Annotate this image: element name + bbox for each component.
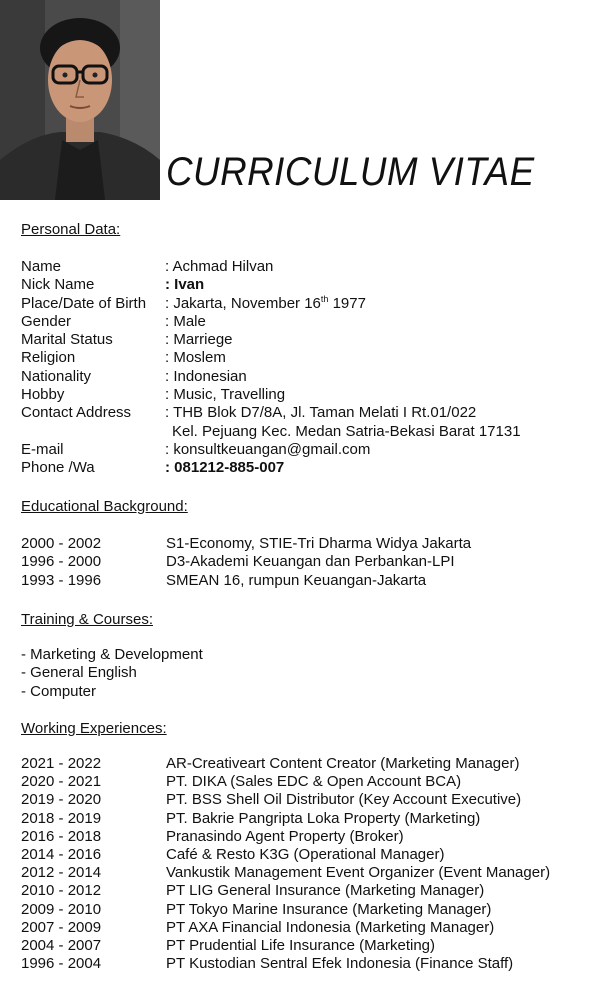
detail: S1-Economy, STIE-Tri Dharma Widya Jakarta bbox=[166, 535, 472, 552]
work-row bbox=[21, 919, 550, 937]
detail: D3-Akademi Keuangan dan Perbankan-LPI bbox=[166, 553, 455, 571]
period: 2016 - 2018 bbox=[21, 827, 102, 845]
education-row bbox=[21, 535, 471, 553]
period: 1993 - 1996 bbox=[21, 571, 102, 589]
field-value: : THB Blok D7/8A, Jl. Taman Melati I Rt.01/022 bbox=[165, 404, 477, 422]
field-value: : Indonesian bbox=[165, 367, 247, 385]
work-row bbox=[21, 937, 550, 955]
education-list bbox=[21, 535, 471, 590]
field-value: : Male bbox=[165, 312, 206, 330]
detail: PT LIG General Insurance (Marketing Manager) bbox=[166, 882, 485, 900]
field-label: Gender bbox=[21, 312, 72, 330]
personal-row bbox=[21, 295, 521, 313]
field-label: Name bbox=[21, 258, 62, 275]
field-value: : Ivan bbox=[165, 276, 205, 294]
detail: SMEAN 16, rumpun Keuangan-Jakarta bbox=[166, 571, 427, 589]
detail: Café & Resto K3G (Operational Manager) bbox=[166, 846, 445, 864]
detail: PT Prudential Life Insurance (Marketing) bbox=[166, 937, 436, 955]
training-heading: Training & Courses: bbox=[21, 611, 153, 628]
training-list bbox=[21, 646, 203, 701]
field-value: : konsultkeuangan@gmail.com bbox=[165, 440, 371, 458]
period: 1996 - 2004 bbox=[21, 955, 102, 973]
field-label: Phone /Wa bbox=[21, 459, 95, 477]
period: 1996 - 2000 bbox=[21, 553, 102, 571]
education-heading: Educational Background: bbox=[21, 498, 188, 515]
work-list bbox=[21, 755, 550, 973]
period: 2009 - 2010 bbox=[21, 900, 102, 918]
detail: PT. BSS Shell Oil Distributor (Key Account Executive) bbox=[166, 791, 522, 809]
portrait-image bbox=[0, 0, 160, 200]
personal-row bbox=[21, 404, 521, 422]
work-row bbox=[21, 846, 550, 864]
personal-data-list bbox=[21, 258, 521, 478]
field-label: Nationality bbox=[21, 367, 92, 385]
work-row bbox=[21, 828, 550, 846]
field-label: Marital Status bbox=[21, 331, 113, 349]
period: 2019 - 2020 bbox=[21, 791, 102, 809]
period: 2020 - 2021 bbox=[21, 773, 102, 791]
period: 2014 - 2016 bbox=[21, 846, 102, 864]
list-item: - Marketing & Development bbox=[21, 646, 203, 663]
personal-data-heading: Personal Data: bbox=[21, 221, 121, 238]
detail: PT. Bakrie Pangripta Loka Property (Marketing) bbox=[166, 809, 481, 827]
personal-row bbox=[21, 459, 521, 477]
field-label: Nick Name bbox=[21, 276, 95, 294]
detail: Vankustik Management Event Organizer (Event Manager) bbox=[166, 864, 551, 882]
detail: PT AXA Financial Indonesia (Marketing Manager) bbox=[166, 918, 495, 936]
field-value: : Moslem bbox=[165, 349, 226, 367]
list-item: - Computer bbox=[21, 682, 97, 700]
field-label: E-mail bbox=[21, 440, 64, 458]
education-row bbox=[21, 572, 471, 590]
work-row bbox=[21, 901, 550, 919]
page-title: CURRICULUM VITAE bbox=[166, 150, 535, 194]
field-value: : 081212-885-007 bbox=[165, 459, 285, 477]
profile-photo bbox=[0, 0, 160, 200]
work-row bbox=[21, 882, 550, 900]
period: 2004 - 2007 bbox=[21, 937, 102, 955]
work-row bbox=[21, 755, 550, 773]
field-label: Hobby bbox=[21, 386, 65, 404]
detail: PT. DIKA (Sales EDC & Open Account BCA) bbox=[166, 773, 462, 791]
field-value: : Music, Travelling bbox=[165, 386, 286, 404]
personal-row bbox=[21, 368, 521, 386]
work-row bbox=[21, 955, 550, 973]
detail: PT Tokyo Marine Insurance (Marketing Manager) bbox=[166, 900, 492, 918]
detail: AR-Creativeart Content Creator (Marketing Manager) bbox=[166, 755, 520, 772]
detail: PT Kustodian Sentral Efek Indonesia (Finance Staff) bbox=[166, 955, 514, 973]
period: 2021 - 2022 bbox=[21, 755, 102, 772]
field-value: : Achmad Hilvan bbox=[165, 258, 274, 275]
work-row bbox=[21, 864, 550, 882]
list-item: - General English bbox=[21, 664, 137, 682]
work-row bbox=[21, 791, 550, 809]
period: 2012 - 2014 bbox=[21, 864, 102, 882]
field-label: Religion bbox=[21, 349, 76, 367]
personal-row bbox=[21, 258, 521, 276]
period: 2010 - 2012 bbox=[21, 882, 102, 900]
personal-row bbox=[21, 276, 521, 294]
field-value: : Marriege bbox=[165, 331, 233, 349]
personal-row bbox=[21, 313, 521, 331]
period: 2018 - 2019 bbox=[21, 809, 102, 827]
field-label: Contact Address bbox=[21, 404, 132, 422]
work-row bbox=[21, 773, 550, 791]
personal-row bbox=[21, 441, 521, 459]
field-label: Place/Date of Birth bbox=[21, 294, 147, 312]
work-row bbox=[21, 810, 550, 828]
personal-row bbox=[21, 349, 521, 367]
period: 2000 - 2002 bbox=[21, 535, 102, 552]
education-row bbox=[21, 553, 471, 571]
work-heading: Working Experiences: bbox=[21, 720, 167, 737]
detail: Pranasindo Agent Property (Broker) bbox=[166, 827, 404, 845]
address-continuation: Kel. Pejuang Kec. Medan Satria-Bekasi Barat 17131 bbox=[172, 422, 521, 440]
personal-row bbox=[21, 386, 521, 404]
personal-row bbox=[21, 331, 521, 349]
period: 2007 - 2009 bbox=[21, 918, 102, 936]
field-value: : Jakarta, November 16th 1977 bbox=[165, 293, 366, 312]
